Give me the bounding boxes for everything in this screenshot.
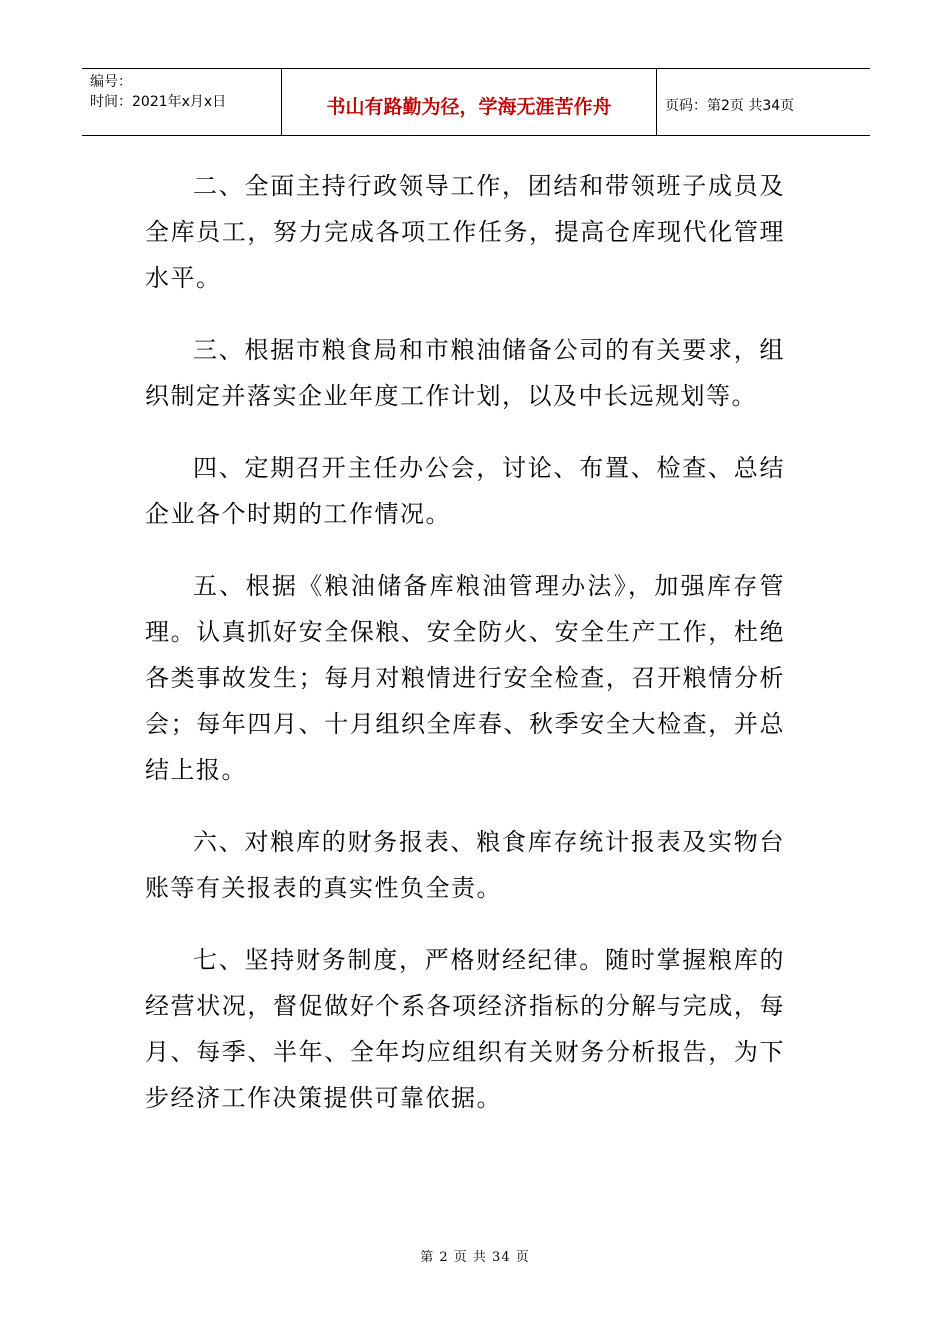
- paragraph-3: 三、根据市粮食局和市粮油储备公司的有关要求，组织制定并落实企业年度工作计划，以及中长远规划等。: [145, 336, 785, 410]
- document-body: [145, 163, 785, 1147]
- header-page-info: 页码：第2页 共34页: [665, 98, 795, 114]
- paragraph-4: 四、定期召开主任办公会，讨论、布置、检查、总结企业各个时期的工作情况。: [145, 454, 785, 528]
- header-meta: [82, 69, 282, 135]
- number-label: 编号：: [90, 74, 132, 90]
- paragraph-2: 二、全面主持行政领导工作，团结和带领班子成员及全库员工，努力完成各项工作任务，提高仓库现代化管理水平。: [145, 172, 785, 292]
- paragraph-6: 六、对粮库的财务报表、粮食库存统计报表及实物台账等有关报表的真实性负全责。: [145, 828, 785, 902]
- paragraph-5: 五、根据《粮油储备库粮油管理办法》，加强库存管理。认真抓好安全保粮、安全防火、安全生产工作，杜绝各类事故发生；每月对粮情进行安全检查，召开粮情分析会；每年四月、十月组织全库春、秋季安全大检查，并总结上报。: [145, 572, 785, 784]
- paragraph-7: 七、坚持财务制度，严格财经纪律。随时掌握粮库的经营状况，督促做好个系各项经济指标的分解与完成，每月、每季、半年、全年均应组织有关财务分析报告，为下步经济工作决策提供可靠依据。: [145, 946, 785, 1112]
- date-label: 时间：2021年x月x日: [90, 94, 227, 110]
- header-slogan: 书山有路勤为径，学海无涯苦作舟: [282, 69, 657, 135]
- page-footer: 第 2 页 共 34 页: [420, 1250, 530, 1265]
- page-header: [82, 68, 870, 136]
